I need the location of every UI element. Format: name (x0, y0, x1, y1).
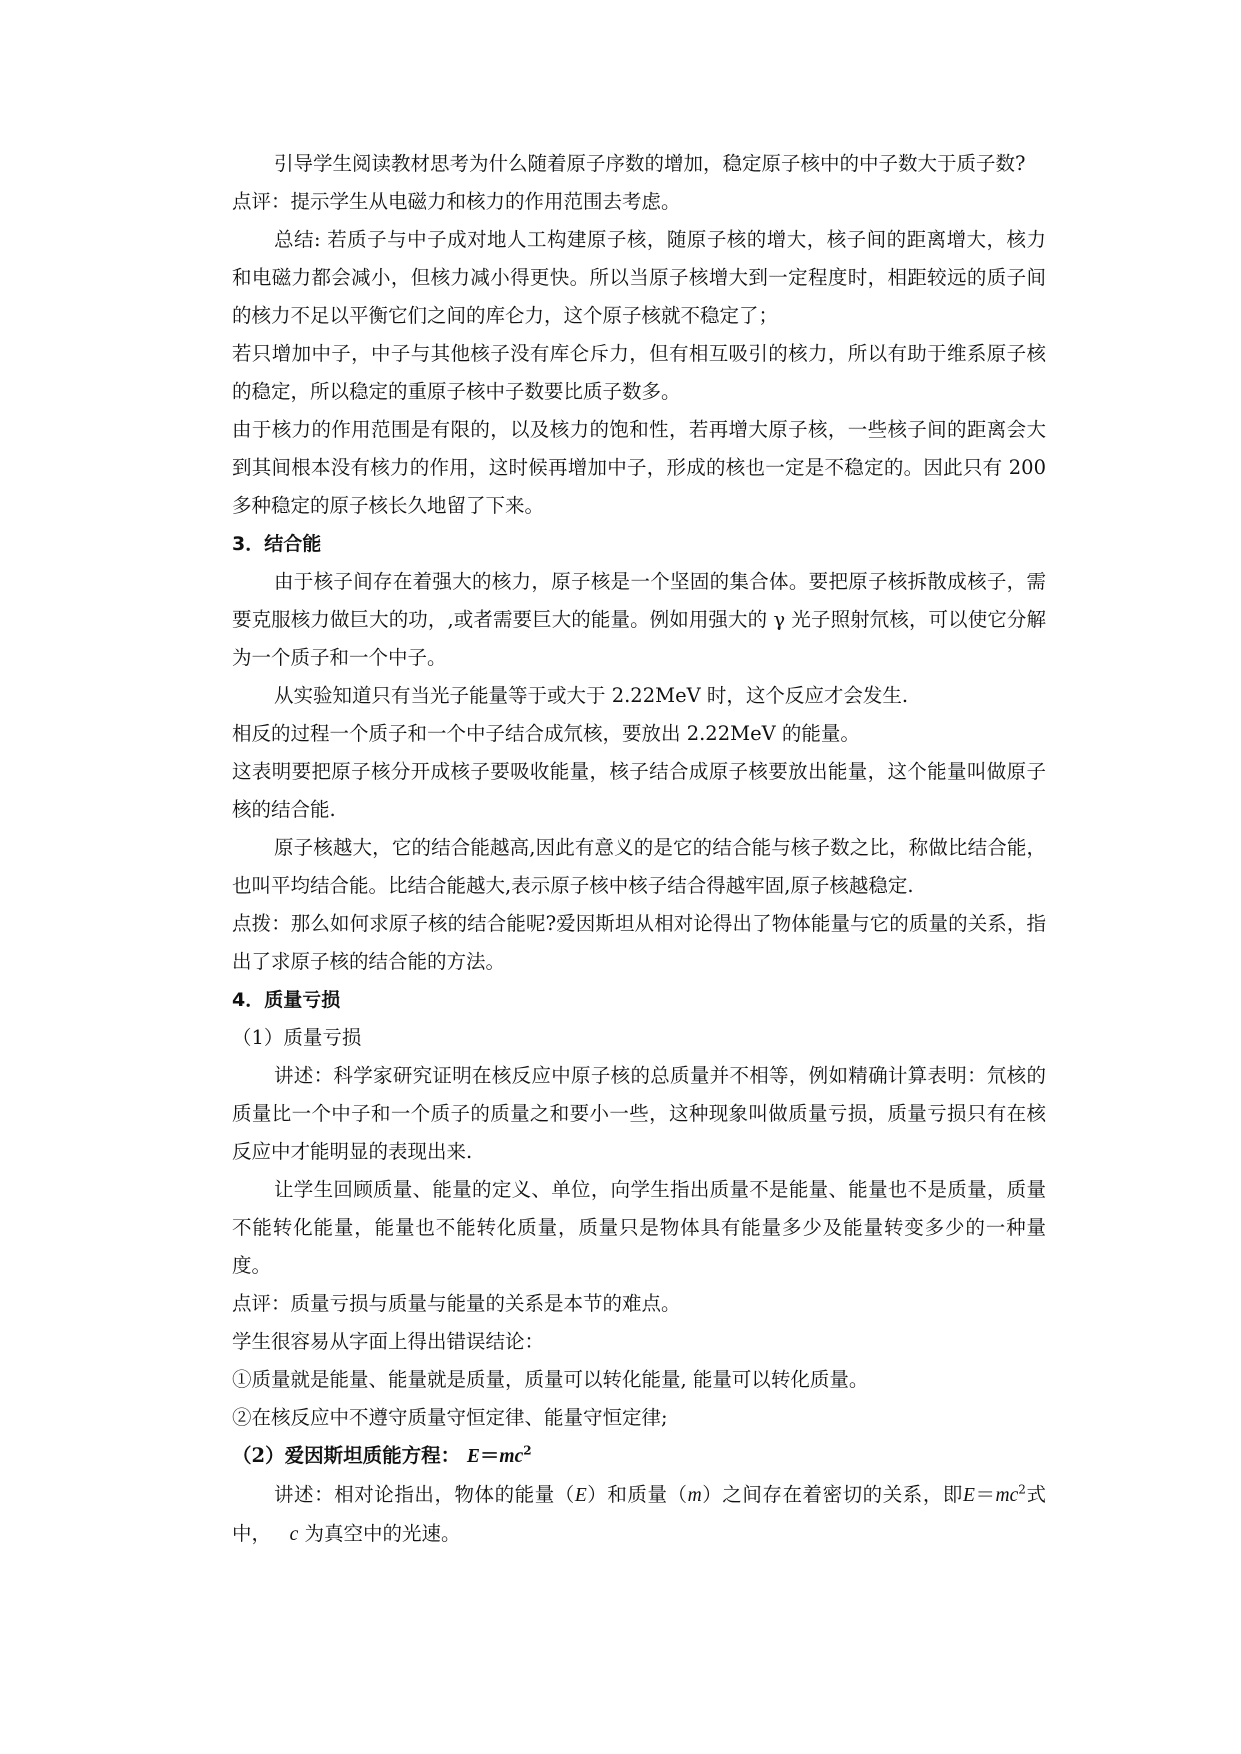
superscript: 2 (1018, 1482, 1026, 1497)
list-item: ②在核反应中不遵守质量守恒定律、能量守恒定律; (232, 1406, 668, 1429)
paragraph: 从实验知道只有当光子能量等于或大于 2.22MeV 时，这个反应才会发生. (274, 684, 909, 707)
equation-symbol-e: E (466, 1446, 480, 1467)
paragraph: 这表明要把原子核分开成核子要吸收能量，核子结合成原子核要放出能量，这个能量叫做原子核的结合能. (232, 760, 1046, 821)
equation-superscript: 2 (523, 1443, 532, 1458)
paragraph: 原子核越大，它的结合能越高,因此有意义的是它的结合能与核子数之比，称做比结合能，也叫平均结合能。比结合能越大,表示原子核中核子结合得越牢固,原子核越稳定. (232, 836, 1046, 897)
symbol-m: m (687, 1485, 702, 1506)
symbol-mc: mc (995, 1485, 1019, 1506)
subheading-mass-defect: （1）质量亏损 (232, 1026, 362, 1049)
symbol-c: c (289, 1524, 299, 1545)
section-heading-binding-energy: 3．结合能 (232, 533, 322, 555)
equals-sign: ＝ (974, 1483, 996, 1506)
paragraph: 点评：提示学生从电磁力和核力的作用范围去考虑。 (232, 190, 681, 213)
paragraph: 引导学生阅读教材思考为什么随着原子序数的增加，稳定原子核中的中子数大于质子数? (274, 152, 1026, 175)
symbol-e: E (574, 1485, 587, 1506)
paragraph: 由于核子间存在着强大的核力，原子核是一个坚固的集合体。要把原子核拆散成核子，需要克服核力做巨大的功，,或者需要巨大的能量。例如用强大的 γ 光子照射氘核，可以使它分解为一个质子和一个中子。 (232, 570, 1046, 669)
paragraph: 让学生回顾质量、能量的定义、单位，向学生指出质量不是能量、能量也不是质量，质量不能转化能量，能量也不能转化质量，质量只是物体具有能量多少及能量转变多少的一种量度。 (232, 1178, 1046, 1277)
text-segment: 讲述：相对论指出，物体的能量（ (274, 1483, 575, 1506)
text-segment: ）之间存在着密切的关系，即 (701, 1483, 963, 1506)
paragraph: 点评：质量亏损与质量与能量的关系是本节的难点。 (232, 1292, 681, 1315)
paragraph: 由于核力的作用范围是有限的，以及核力的饱和性，若再增大原子核，一些核子间的距离会大到其间根本没有核力的作用，这时候再增加中子，形成的核也一定是不稳定的。因此只有 200 多种稳定的原子核长久地留了下来。 (232, 418, 1046, 517)
subheading-einstein-equation (232, 1437, 1046, 1476)
text-segment: ）和质量（ (586, 1483, 688, 1506)
paragraph: 学生很容易从字面上得出错误结论： (232, 1330, 545, 1353)
paragraph: 讲述：科学家研究证明在核反应中原子核的总质量并不相等，例如精确计算表明：氘核的质量比一个中子和一个质子的质量之和要小一些，这种现象叫做质量亏损，质量亏损只有在核反应中才能明显的表现出来. (232, 1064, 1046, 1163)
text-segment: 为真空中的光速。 (304, 1522, 461, 1545)
list-item: ①质量就是能量、能量就是质量，质量可以转化能量, 能量可以转化质量。 (232, 1368, 869, 1391)
subheading-prefix: （2）爱因斯坦质能方程： (232, 1444, 461, 1467)
symbol-e: E (962, 1485, 975, 1506)
paragraph: 总结: 若质子与中子成对地人工构建原子核，随原子核的增大，核子间的距离增大，核力和电磁力都会减小，但核力减小得更快。所以当原子核增大到一定程度时，相距较远的质子间的核力不足以平衡它们之间的库仑力，这个原子核就不稳定了； (232, 228, 1046, 327)
paragraph: 相反的过程一个质子和一个中子结合成氘核，要放出 2.22MeV 的能量。 (232, 722, 860, 745)
paragraph: 点拨：那么如何求原子核的结合能呢?爱因斯坦从相对论得出了物体能量与它的质量的关系，指出了求原子核的结合能的方法。 (232, 912, 1046, 973)
equation-equals: ＝ (479, 1444, 500, 1467)
paragraph: 若只增加中子，中子与其他核子没有库仑斥力，但有相互吸引的核力，所以有助于维系原子核的稳定，所以稳定的重原子核中子数要比质子数多。 (232, 342, 1046, 403)
paragraph-einstein-explanation (232, 1476, 1046, 1554)
equation-mc: mc (499, 1446, 524, 1467)
section-heading-mass-defect: 4．质量亏损 (232, 989, 341, 1011)
text-segment: 式中， (232, 1483, 1046, 1545)
